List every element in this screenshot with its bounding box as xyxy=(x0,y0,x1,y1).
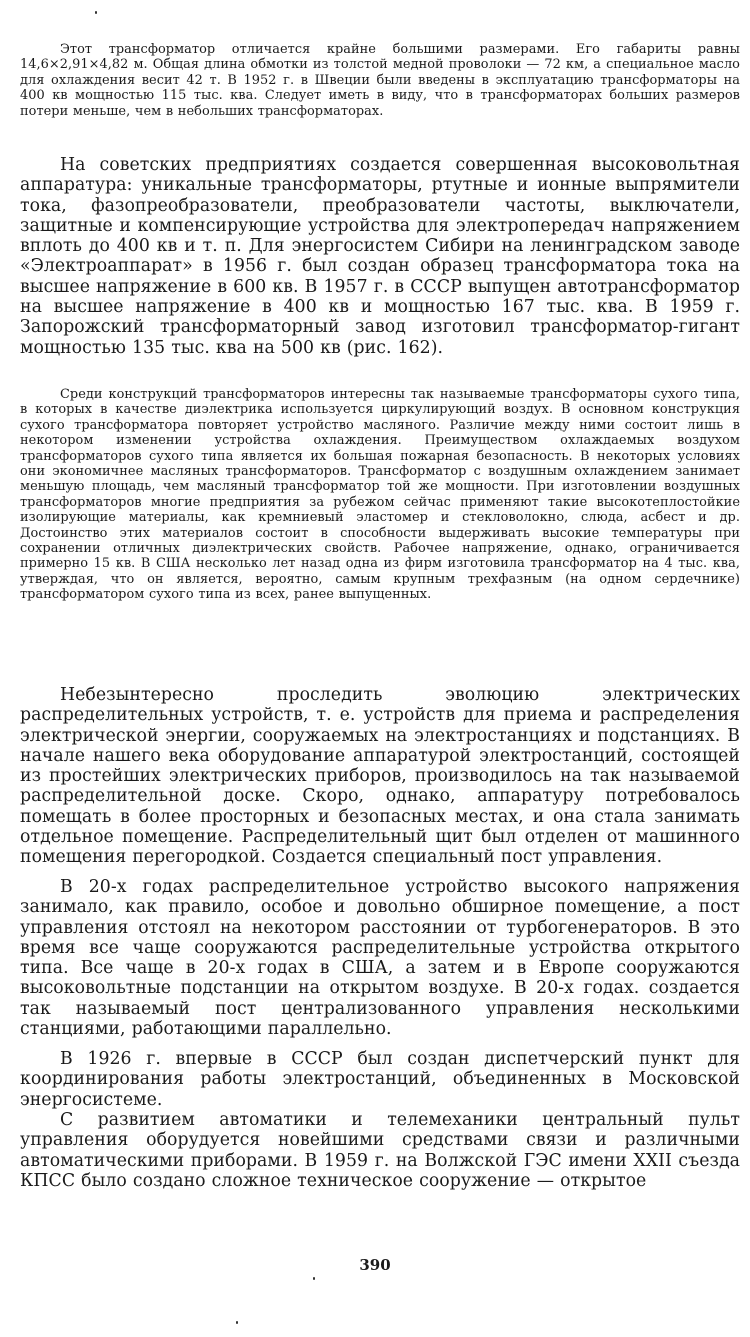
ink-speck xyxy=(236,1321,238,1324)
paragraph-transformer-dimensions: Этот трансформатор отличается крайне большими размерами. Его габариты равны 14,6×2,91×4,82 м. Общая длина обмотки из толстой медной проволоки — 72 км, а специальное масло для охлаждения весит 42 т. В 1952 г. в Швеции были введены в эксплуатацию трансформаторы на 400 кв мощностью 115 тыс. ква. Следует иметь в виду, что в трансформаторах больших размеров потери меньше, чем в небольших трансформаторах. xyxy=(20,42,740,119)
paragraph-dry-transformers: Среди конструкций трансформаторов интересны так называемые трансформаторы сухого типа, в которых в качестве диэлектрика используется циркулирующий воздух. В основном конструкция сухого трансформатора повторяет устройство масляного. Различие между ними состоит лишь в некотором изменении устройства охлаждения. Преимуществом охлаждаемых воздухом трансформаторов сухого типа является их большая пожарная безопасность. В некоторых условиях они экономичнее масляных трансформаторов. Трансформатор с воздушным охлаждением занимает меньшую площадь, чем масляный трансформатор той же мощности. При изготовлении воздушных трансформаторов многие предприятия за рубежом сейчас применяют такие высокотеплостойкие изолирующие материалы, как кремниевый эластомер и стекловолокно, слюда, асбест и др. Достоинство этих материалов состоит в способности выдерживать высокие температуры при сохранении отличных диэлектрических свойств. Рабочее напряжение, однако, ограничивается примерно 15 кв. В США несколько лет назад одна из фирм изготовила трансформатор на 4 тыс. ква, утверждая, что он является, вероятно, самым крупным трехфазным (на одном сердечнике) трансформатором сухого типа из всех, ранее выпущенных. xyxy=(20,387,740,603)
page-number: 390 xyxy=(359,1256,391,1274)
paragraph-automation-control: С развитием автоматики и телемеханики центральный пульт управления оборудуется новейшими средствами связи и различными автоматическими приборами. В 1959 г. на Волжской ГЭС имени XXII съезда КПСС было создано сложное техническое сооружение — открытое xyxy=(20,1110,740,1191)
paragraph-soviet-apparatus: На советских предприятиях создается совершенная высоковольтная аппаратура: уникальные трансформаторы, ртутные и ионные выпрямители тока, фазопреобразователи, преобразователи частоты, выключатели, защитные и компенсирующие устройства для электропередач напряжением вплоть до 400 кв и т. п. Для энергосистем Сибири на ленинградском заводе «Электроаппарат» в 1956 г. был создан образец трансформатора тока на высшее напряжение в 600 кв. В 1957 г. в СССР выпущен автотрансформатор на высшее напряжение в 400 кв и мощностью 167 тыс. ква. В 1959 г. Запорожский трансформаторный завод изготовил трансформатор-гигант мощностью 135 тыс. ква на 500 кв (рис. 162). xyxy=(20,155,740,358)
ink-speck xyxy=(95,11,97,14)
ink-speck xyxy=(313,1277,315,1280)
paragraph-1926-dispatch: В 1926 г. впервые в СССР был создан диспетчерский пункт для координирования работы электростанций, объединенных в Московской энергосистеме. xyxy=(20,1049,740,1110)
paragraph-1920s-high-voltage: В 20-х годах распределительное устройство высокого напряжения занимало, как правило, особое и довольно обширное помещение, а пост управления отстоял на некотором расстоянии от турбогенераторов. В это время все чаще сооружаются распределительные устройства открытого типа. Все чаще в 20-х годах в США, а затем и в Европе сооружаются высоковольтные подстанции на открытом воздухе. В 20-х годах. создается так называемый пост централизованного управления несколькими станциями, работающими параллельно. xyxy=(20,877,740,1040)
paragraph-distribution-devices: Небезынтересно проследить эволюцию электрических распределительных устройств, т. е. устройств для приема и распределения электрической энергии, сооружаемых на электростанциях и подстанциях. В начале нашего века оборудование аппаратурой электростанций, состоящей из простейших электрических приборов, производилось на так называемой распределительной доске. Скоро, однако, аппаратуру потребовалось помещать в более просторных и безопасных местах, и она стала занимать отдельное помещение. Распределительный щит был отделен от машинного помещения перегородкой. Создается специальный пост управления. xyxy=(20,685,740,868)
